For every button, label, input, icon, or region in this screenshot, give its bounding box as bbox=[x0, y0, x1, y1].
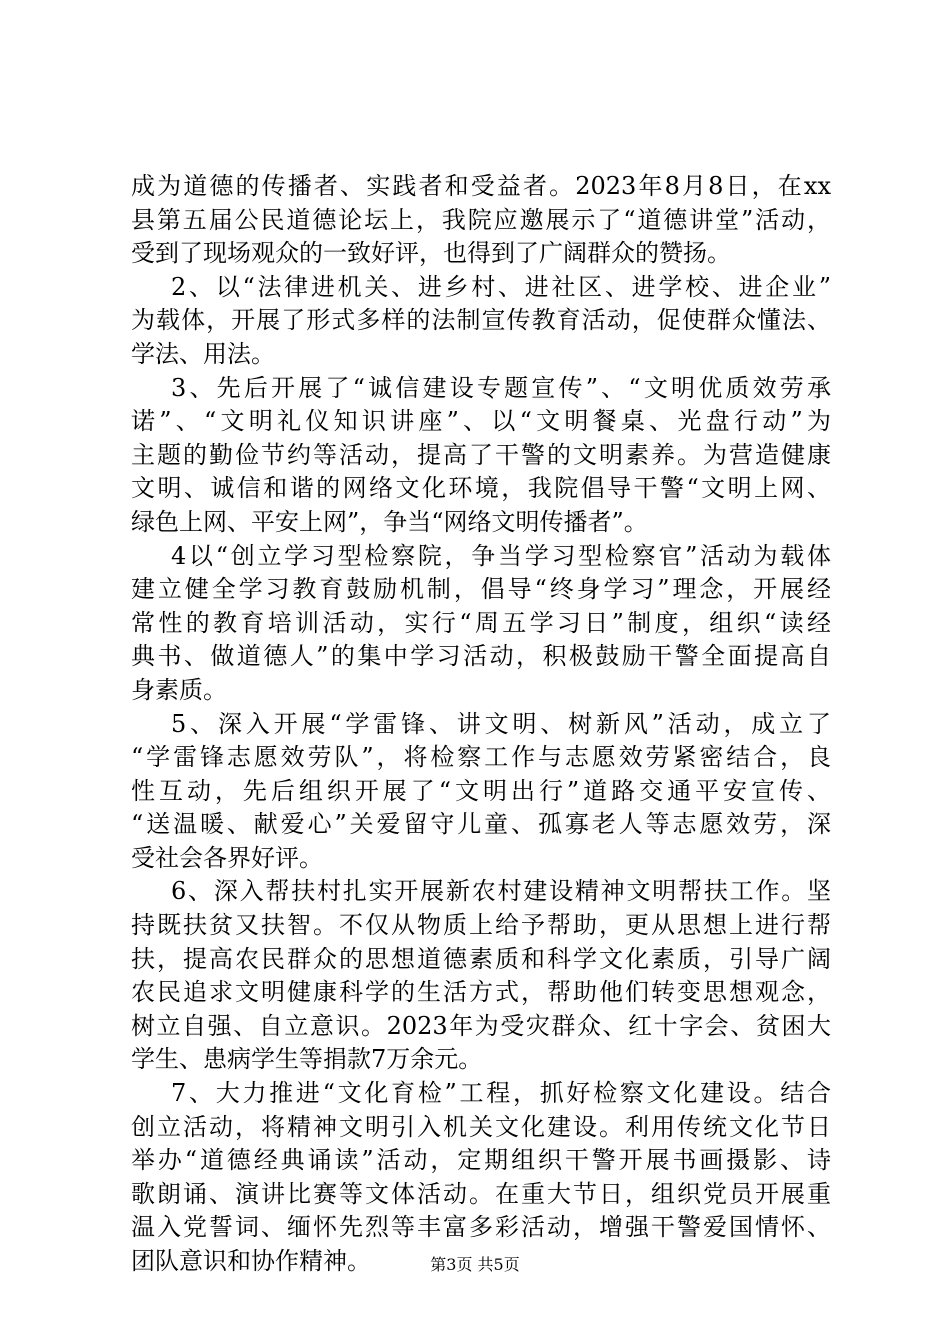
document-body bbox=[131, 170, 831, 1279]
text-line: 诺”、“文明礼仪知识讲座”、以“文明餐桌、光盘行动”为 bbox=[131, 407, 831, 436]
text-line: 性互动，先后组织开展了“文明出行”道路交通平安宣传、 bbox=[131, 776, 831, 805]
text-line: 县第五届公民道德论坛上，我院应邀展示了“道德讲堂”活动， bbox=[131, 205, 831, 234]
text-line: 身素质。 bbox=[131, 675, 227, 704]
paragraph-5 bbox=[131, 875, 831, 1077]
paragraph-6 bbox=[131, 1077, 831, 1279]
text-line: 3、先后开展了“诚信建设专题宣传”、“文明优质效劳承 bbox=[171, 373, 831, 402]
text-line: 扶，提高农民群众的思想道德素质和科学文化素质，引导广阔 bbox=[131, 944, 831, 973]
text-line: 常性的教育培训活动，实行“周五学习日”制度，组织“读经 bbox=[131, 608, 831, 637]
text-line: 农民追求文明健康科学的生活方式，帮助他们转变思想观念， bbox=[131, 978, 831, 1007]
text-line: 建立健全学习教育鼓励机制，倡导“终身学习”理念，开展经 bbox=[131, 575, 831, 604]
paragraph-0 bbox=[131, 170, 831, 271]
paragraph-1 bbox=[131, 271, 831, 372]
text-line: 5、深入开展“学雷锋、讲文明、树新风”活动，成立了 bbox=[171, 709, 831, 738]
text-line: 为载体，开展了形式多样的法制宣传教育活动，促使群众懂法、 bbox=[131, 306, 831, 335]
text-line: “送温暖、献爱心”关爱留守儿童、孤寡老人等志愿效劳，深 bbox=[131, 810, 831, 839]
text-line: 团队意识和协作精神。 bbox=[131, 1247, 371, 1275]
text-line: 文明、诚信和谐的网络文化环境，我院倡导干警“文明上网、 bbox=[131, 474, 831, 503]
paragraph-3 bbox=[131, 540, 831, 708]
text-line: 4以“创立学习型检察院，争当学习型检察官”活动为载体 bbox=[171, 541, 831, 570]
text-line: “学雷锋志愿效劳队”，将检察工作与志愿效劳紧密结合，良 bbox=[131, 743, 831, 772]
text-line: 2、以“法律进机关、进乡村、进社区、进学校、进企业” bbox=[171, 272, 831, 301]
paragraph-4 bbox=[131, 708, 831, 876]
text-line: 温入党誓词、缅怀先烈等丰富多彩活动，增强干警爱国情怀、 bbox=[131, 1213, 831, 1242]
text-line: 受到了现场观众的一致好评，也得到了广阔群众的赞扬。 bbox=[131, 239, 731, 268]
text-line: 7、大力推进“文化育检”工程，抓好检察文化建设。结合 bbox=[171, 1079, 831, 1108]
page-footer bbox=[0, 1254, 950, 1276]
text-line: 学生、患病学生等捐款7万余元。 bbox=[131, 1045, 483, 1074]
text-line: 主题的勤俭节约等活动，提高了干警的文明素养。为营造健康 bbox=[131, 440, 831, 469]
text-line: 成为道德的传播者、实践者和受益者。2023年8月8日，在xx bbox=[131, 172, 831, 200]
text-line: 6、深入帮扶村扎实开展新农村建设精神文明帮扶工作。坚 bbox=[171, 877, 831, 906]
text-line: 受社会各界好评。 bbox=[131, 843, 323, 872]
text-line: 创立活动，将精神文明引入机关文化建设。利用传统文化节日 bbox=[131, 1112, 831, 1141]
text-line: 学法、用法。 bbox=[131, 339, 275, 368]
text-line: 树立自强、自立意识。2023年为受灾群众、红十字会、贫困大 bbox=[131, 1011, 831, 1040]
page-number-label: 第3页 共5页 bbox=[430, 1255, 520, 1274]
paragraph-2 bbox=[131, 372, 831, 540]
text-line: 举办“道德经典诵读”活动，定期组织干警开展书画摄影、诗 bbox=[131, 1146, 831, 1175]
text-line: 歌朗诵、演讲比赛等文体活动。在重大节日，组织党员开展重 bbox=[131, 1179, 831, 1208]
text-line: 典书、做道德人”的集中学习活动，积极鼓励干警全面提高自 bbox=[131, 642, 831, 671]
text-line: 绿色上网、平安上网”，争当“网络文明传播者”。 bbox=[131, 507, 648, 536]
text-line: 持既扶贫又扶智。不仅从物质上给予帮助，更从思想上进行帮 bbox=[131, 911, 831, 940]
